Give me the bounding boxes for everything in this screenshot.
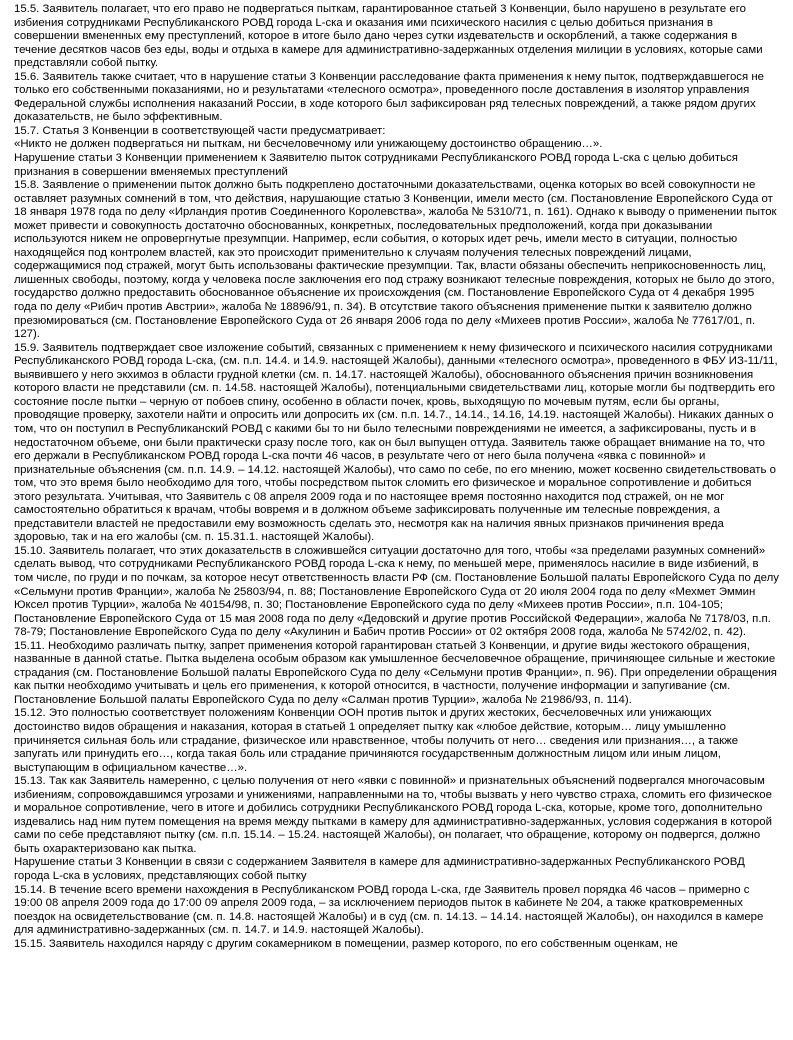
- paragraph-15-7: 15.7. Статья 3 Конвенции в соответствующей части предусматривает:: [14, 124, 386, 137]
- paragraph-15-14: 15.14. В течение всего времени нахождения в Республиканском РОВД города L-ска, где Заявитель провел порядка 46 часов – примерно с 19:00 08 апреля 2009 года до 17:00 09 апреля 2009 года, – за исключением периодов пыток в кабинете № 204, а также кратковременных поездок на освидетельствование (см. п. 14.8. настоящей Жалобы) и в суд (см. п. 14.13. – 14.14. настоящей Жалобы), он находился в камере для административно-задержанных (см. п. 14.7. и 14.9. настоящей Жалобы).: [14, 883, 764, 937]
- paragraph-15-11: 15.11. Необходимо различать пытку, запрет применения которой гарантирован статьей 3 Конвенции, и другие виды жестокого обращения, названные в данной статье. Пытка выделена особым образом как умышленное бесчеловечное обращение, причиняющее сильные и жестокие страдания (см. Постановление Большой палаты Европейского Суда по делу «Сельмуни против Франции», п. 96). При определении обращения как пытки необходимо учитывать и цель его применения, к которой относится, в частности, получение информации и запугивание (см. Постановление Большой палаты Европейского Суда по делу «Салман против Турции», жалоба № 21986/93, п. 114).: [14, 639, 777, 706]
- paragraph-15-15: 15.15. Заявитель находился наряду с другим сокамерником в помещении, размер которого, по его собственным оценкам, не: [14, 937, 678, 950]
- section-heading-violation-torture: Нарушение статьи 3 Конвенции применением к Заявителю пыток сотрудниками Республиканского РОВД города L-ска с целью добиться признания в совершении вменяемых преступлений: [14, 152, 738, 178]
- paragraph-15-5: 15.5. Заявитель полагает, что его право не подвергаться пыткам, гарантированное статьей 3 Конвенции, было нарушено в результате его избиения сотрудниками Республиканского РОВД города L-ска и оказания ими психического насилия с целью добиться признания в совершении вмененных ему преступлений, которое в итоге было дано через сутки издевательств и оскорблений, а также содержания в течение десятков часов без еды, воды и отдыха в камере для административно-задержанных отделения милиции в условиях, которые сами представляли собой пытку.: [14, 3, 763, 70]
- paragraph-15-13: 15.13. Так как Заявитель намеренно, с целью получения от него «явки с повинной» и признательных объяснений подвергался многочасовым избиениям, сопровождавшимся угрозами и унижениями, направленными на то, чтобы вызвать у него чувство страха, сломить его физическое и моральное сопротивление, чего в итоге и добились сотрудники Республиканского РОВД города L-ска, которые, кроме того, дополнительно издевались над ним путем помещения на время между пытками в камеру для административно-задержанных, условия содержания в которой сами по себе представляют пытку (см. п.п. 15.14. – 15.24. настоящей Жалобы), он полагает, что обращение, которому он подвергся, должно быть охарактеризовано как пытка.: [14, 775, 772, 855]
- paragraph-15-6: 15.6. Заявитель также считает, что в нарушение статьи 3 Конвенции расследование факта применения к нему пыток, подтверждавшегося не только его собственными показаниями, но и результатами «телесного осмотра», проведенного после доставления в изолятор управления Федеральной службы исполнения наказаний России, в ходе которого был зафиксирован ряд телесных повреждений, а также рядом других доказательств, не было эффективным.: [14, 70, 764, 124]
- paragraph-15-12: 15.12. Это полностью соответствует положениям Конвенции ООН против пыток и других жестоких, бесчеловечных или унижающих достоинство видов обращения и наказания, которая в статьей 1 определяет пытку как «любое действие, которым… лицу умышленно причиняется сильная боль или страдание, физическое или нравственное, чтобы получить от него… сведения или признания…, а также запугать или принудить его…, когда такая боль или страдание причиняются государственным должностным лицом или иным лицом, выступающим в официальном качестве…».: [14, 707, 739, 774]
- paragraph-15-10: 15.10. Заявитель полагает, что этих доказательств в сложившейся ситуации достаточно для того, чтобы «за пределами разумных сомнений» сделать вывод, что сотрудниками Республиканского РОВД города L-ска к нему, по меньшей мере, применялось насилие в виде избиений, в том числе, по груди и по почкам, за которое несут ответственность власти РФ (см. Постановление Большой палаты Европейского Суда по делу «Сельмуни против Франции», жалоба № 25803/94, п. 88; Постановление Европейского Суда от 20 июля 2004 года по делу «Мехмет Эммин Юксел против Турции», жалоба № 40154/98, п. 30; Постановление Европейского суда по делу «Михеев против России», п.п. 104-105; Постановление Европейского Суда от 15 мая 2008 года по делу «Дедовский и другие против Российской Федерации», жалоба № 7178/03, п.п. 78-79; Постановление Европейского Суда по делу «Акулинин и Бабич против России» от 02 октября 2008 года, жалоба № 5742/02, п. 42).: [14, 544, 779, 639]
- article-3-quote: «Никто не должен подвергаться ни пыткам, ни бесчеловечному или унижающему достоинство обращению…».: [14, 138, 603, 151]
- paragraph-15-8: 15.8. Заявление о применении пыток должно быть подкреплено достаточными доказательствами, оценка которых во всей совокупности не оставляет разумных сомнений в том, что действия, нарушающие статью 3 Конвенции, имели место (см. Постановление Европейского Суда от 18 января 1978 года по делу «Ирландия против Соединенного Королевства», жалоба № 5310/71, п. 161). Однако к выводу о применении пыток может привести и совокупность достаточно обоснованных, конкретных, последовательных предположений, когда при доказывании используются никем не опровергнутые презумпции. Например, если события, о которых идет речь, имели место в ситуации, полностью находящейся под контролем властей, как это происходит применительно к случаям получения телесных повреждений лицами, содержащимися под стражей, могут быть использованы фактические презумпции. Так, власти обязаны обеспечить неприкосновенность лиц, лишенных свободы, поэтому, когда у человека после заключения его под стражу возникают телесные повреждения, которых не было до этого, государство должно предоставить обоснованное объяснение их происхождения (см. Постановление Европейского Суда от 4 декабря 1995 года по делу «Рибич против Австрии», жалоба № 18896/91, п. 34). В отсутствие такого объяснения применение пытки к заявителю должно презюмироваться (см. Постановление Европейского Суда от 26 января 2006 года по делу «Михеев против России», жалоба № 77617/01, п. 127).: [14, 179, 777, 341]
- section-heading-violation-detention-cell: Нарушение статьи 3 Конвенции в связи с содержанием Заявителя в камере для административно-задержанных Республиканского РОВД города L-ска в условиях, представляющих собой пытку: [14, 856, 745, 882]
- paragraph-15-9: 15.9. Заявитель подтверждает свое изложение событий, связанных с применением к нему физического и психического насилия сотрудниками Республиканского РОВД города L-ска, (см. п.п. 14.4. и 14.9. настоящей Жалобы), данными «телесного осмотра», проведенного в ФБУ ИЗ-11/11, выявившего у него экхимоз в области грудной клетки (см. п. 14.17. настоящей Жалобы), обоснованного объяснения причин возникновения которого власти не представили (см. п. 14.58. настоящей Жалобы), потенциальными свидетельствами лиц, которые могли бы подтвердить его состояние после пытки – черную от побоев спину, особенно в области почек, кровь, выходящую по мочевым путям, если бы органы, проводящие проверку, захотели найти и опросить или допросить их (см. п.п. 14.7., 14.14., 14.16, 14.19. настоящей Жалобы). Никаких данных о том, что он поступил в Республиканский РОВД с какими бы то ни было телесными повреждениями не имеется, а зафиксированы, пусть и в недостаточном объеме, они были практически сразу после того, как он был выпущен оттуда. Заявитель также обращает внимание на то, что его держали в Республиканском РОВД города L-ска почти 46 часов, в результате чего от него была получена «явка с повинной» и признательные объяснения (см. п.п. 14.9. – 14.12. настоящей Жалобы), что само по себе, по его мнению, может косвенно свидетельствовать о том, что это время было необходимо для того, чтобы посредством пыток сломить его физическое и моральное сопротивление и добиться этого результата. Учитывая, что Заявитель с 08 апреля 2009 года и по настоящее время постоянно находится под стражей, он не мог самостоятельно обратиться к врачам, чтобы вовремя и в должном объеме зафиксировать полученные им телесные повреждения, а представители властей не предоставили ему возможность сделать это, несмотря как на наличия явных признаков причинения вреда здоровью, так и на его жалобы (см. п. 15.31.1. настоящей Жалобы).: [14, 341, 778, 544]
